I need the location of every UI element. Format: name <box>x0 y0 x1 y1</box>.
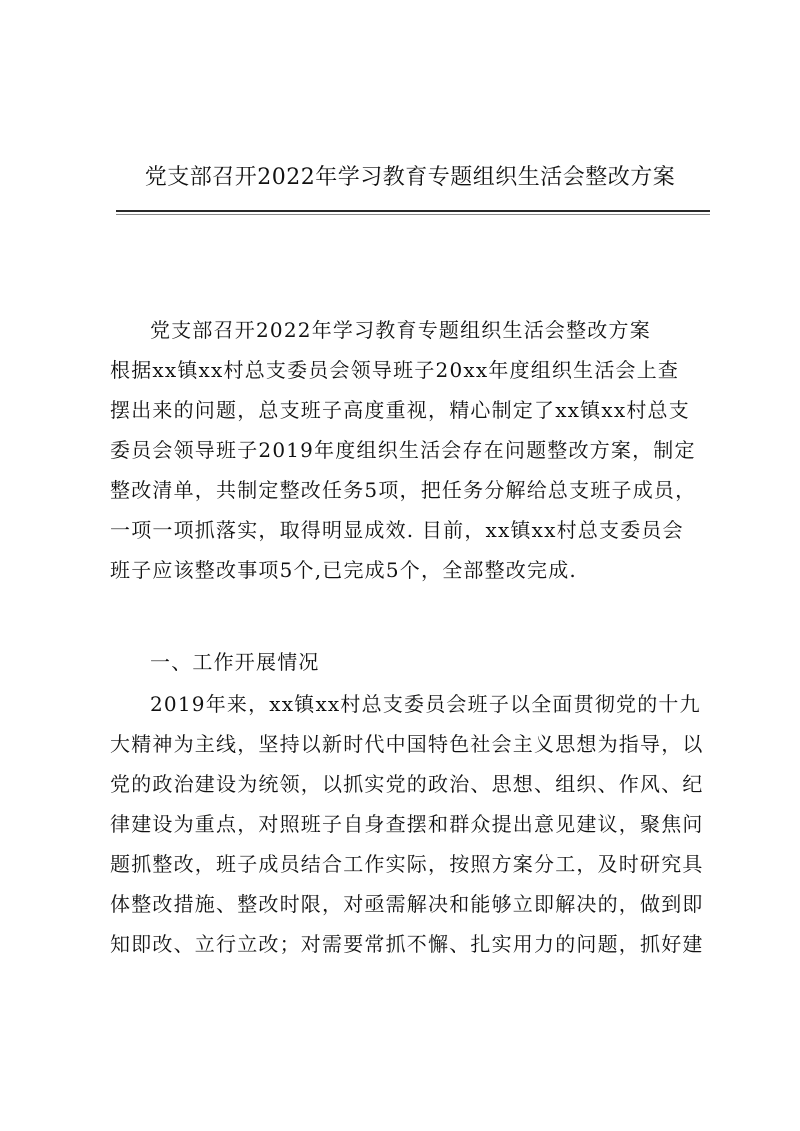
paragraph-line: 根据xx镇xx村总支委员会领导班子20xx年度组织生活会上查 <box>110 358 680 382</box>
paragraph-line: 题抓整改，班子成员结合工作实际，按照方案分工，及时研究具 <box>110 852 704 876</box>
title-divider <box>116 210 710 212</box>
paragraph-line: 委员会领导班子2019年度组织生活会存在问题整改方案，制定 <box>110 438 696 462</box>
document-title: 党支部召开2022年学习教育专题组织生活会整改方案 <box>144 165 676 190</box>
paragraph-line: 摆出来的问题，总支班子高度重视，精心制定了xx镇xx村总支 <box>110 398 690 422</box>
paragraph-line: 党的政治建设为统领，以抓实党的政治、思想、组织、作风、纪 <box>110 772 704 796</box>
section-heading: 一、工作开展情况 <box>150 650 320 674</box>
paragraph-line: 大精神为主线，坚持以新时代中国特色社会主义思想为指导，以 <box>110 732 704 756</box>
paragraph-line: 体整改措施、整改时限，对亟需解决和能够立即解决的，做到即 <box>110 892 704 916</box>
paragraph-line: 2019年来，xx镇xx村总支委员会班子以全面贯彻党的十九 <box>150 692 701 716</box>
intro-heading-line: 党支部召开2022年学习教育专题组织生活会整改方案 <box>150 318 651 342</box>
paragraph-line: 班子应该整改事项5个,已完成5个，全部整改完成. <box>110 558 577 582</box>
paragraph-line: 整改清单，共制定整改任务5项，把任务分解给总支班子成员， <box>110 478 697 502</box>
paragraph-line: 知即改、立行立改；对需要常抓不懈、扎实用力的问题，抓好建 <box>110 932 704 956</box>
paragraph-line: 一项一项抓落实，取得明显成效. 目前，xx镇xx村总支委员会 <box>110 518 684 542</box>
title-divider-shadow <box>116 214 710 215</box>
paragraph-line: 律建设为重点，对照班子自身查摆和群众提出意见建议，聚焦问 <box>110 812 704 836</box>
